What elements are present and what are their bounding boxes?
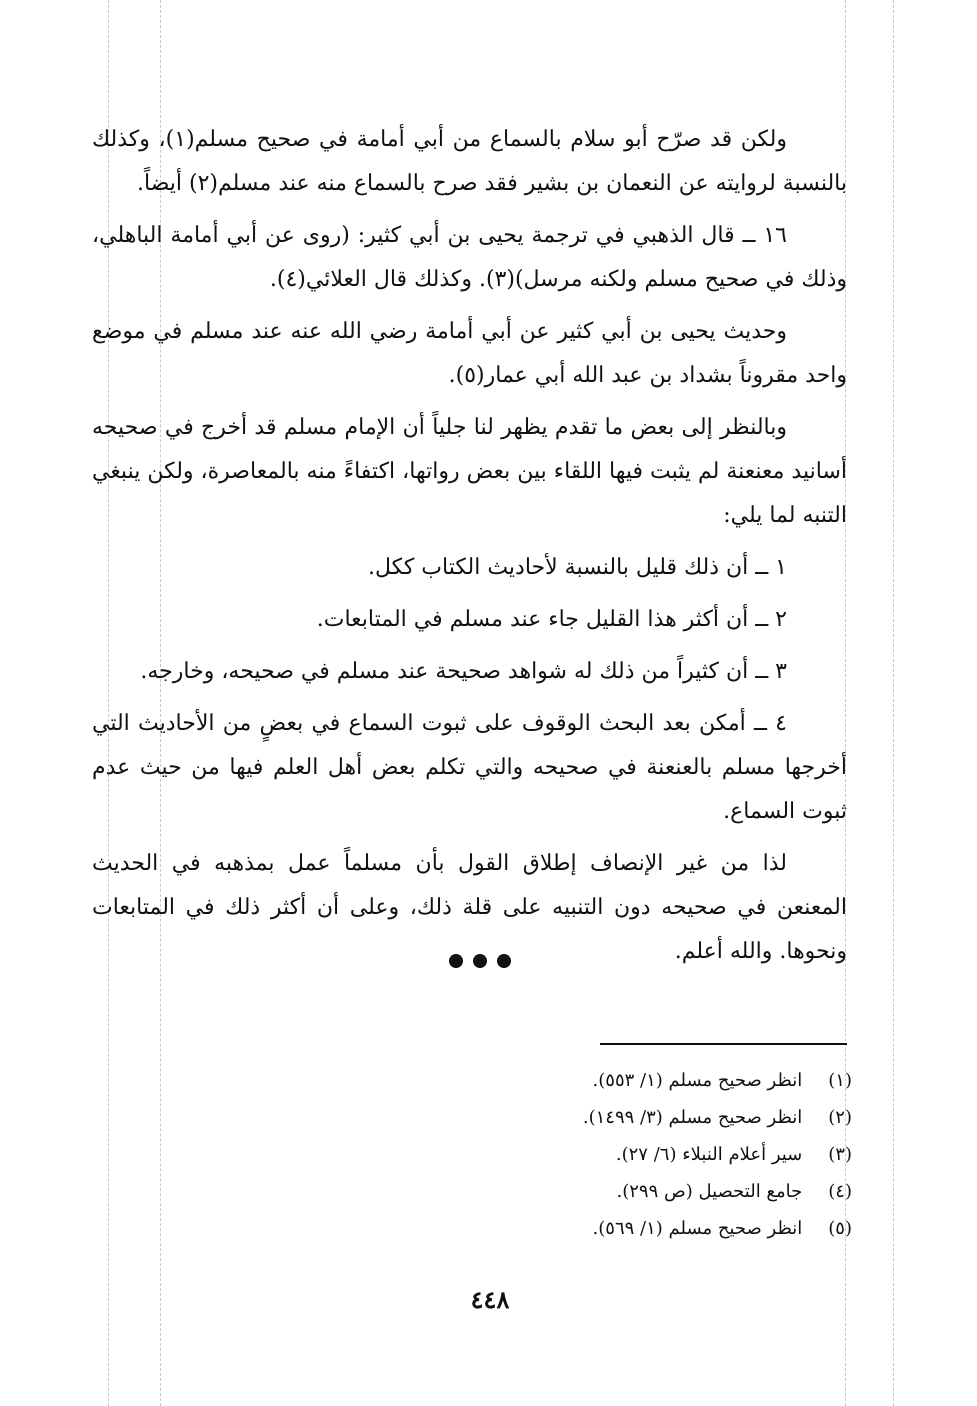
footnote: [420, 1210, 852, 1247]
list-item: ٤ ــ أمكن بعد البحث الوقوف على ثبوت السماع في بعضٍ من الأحاديث التي أخرجها مسلم بالعنعنة في صحيحه والتي تكلم بعض أهل العلم فيها من حيث عدم ثبوت السماع.: [92, 711, 847, 824]
footnote-text: سير أعلام النبلاء (٦/ ٢٧).: [615, 1144, 803, 1165]
section-divider: [440, 953, 520, 972]
footnote-number: (٥): [828, 1218, 852, 1239]
footnote-text: انظر صحيح مسلم (١/ ٥٦٩).: [592, 1218, 803, 1239]
paragraph: وحديث يحيى بن أبي كثير عن أبي أمامة رضي الله عنه عند مسلم في موضع واحد مقروناً بشداد بن عبد الله أبي عمار(٥).: [92, 319, 847, 388]
footnote-text: انظر صحيح مسلم (١/ ٥٥٣).: [592, 1070, 803, 1091]
footnote: [420, 1099, 852, 1136]
divider-dot-icon: [473, 954, 487, 968]
divider-dot-icon: [449, 954, 463, 968]
paragraph: ١٦ ــ قال الذهبي في ترجمة يحيى بن أبي كثير: (روى عن أبي أمامة الباهلي، وذلك في صحيح مسلم ولكنه مرسل)(٣). وكذلك قال العلائي(٤).: [92, 223, 847, 292]
main-text: [92, 118, 847, 982]
list-item: ٣ ــ أن كثيراً من ذلك له شواهد صحيحة عند مسلم في صحيحه، وخارجه.: [140, 659, 787, 684]
list-item: ١ ــ أن ذلك قليل بالنسبة لأحاديث الكتاب ككل.: [368, 555, 787, 580]
list-item: ٢ ــ أن أكثر هذا القليل جاء عند مسلم في المتابعات.: [316, 607, 787, 632]
footnotes: [420, 1062, 852, 1247]
footnote-number: (٣): [828, 1144, 852, 1165]
footnote: [420, 1062, 852, 1099]
paragraph: لذا من غير الإنصاف إطلاق القول بأن مسلماً عمل بمذهبه في الحديث المعنعن في صحيحه دون التنبيه على قلة ذلك، وعلى أن أكثر ذلك في المتابعات ونحوها. والله أعلم.: [92, 851, 847, 964]
footnote-number: (١): [828, 1070, 852, 1091]
footnote: [420, 1173, 852, 1210]
scan-guide-line: [893, 0, 894, 1406]
page-number: ٤٤٨: [470, 1285, 510, 1314]
footnote: [420, 1136, 852, 1173]
paragraph: وبالنظر إلى بعض ما تقدم يظهر لنا جلياً أن الإمام مسلم قد أخرج في صحيحه أسانيد معنعنة لم يثبت فيها اللقاء بين بعض رواتها، اكتفاءً منه بالمعاصرة، ولكن ينبغي التنبه لما يلي:: [91, 415, 847, 528]
footnote-text: انظر صحيح مسلم (٣/ ١٤٩٩).: [582, 1107, 803, 1128]
footnote-rule: [600, 1043, 847, 1045]
divider-dot-icon: [497, 954, 511, 968]
footnote-number: (٢): [828, 1107, 852, 1128]
footnote-text: جامع التحصيل (ص ٢٩٩).: [616, 1181, 803, 1202]
paragraph: ولكن قد صرّح أبو سلام بالسماع من أبي أمامة في صحيح مسلم(١)، وكذلك بالنسبة لروايته عن النعمان بن بشير فقد صرح بالسماع منه عند مسلم(٢) أيضاً.: [92, 127, 847, 196]
footnote-number: (٤): [828, 1181, 852, 1202]
